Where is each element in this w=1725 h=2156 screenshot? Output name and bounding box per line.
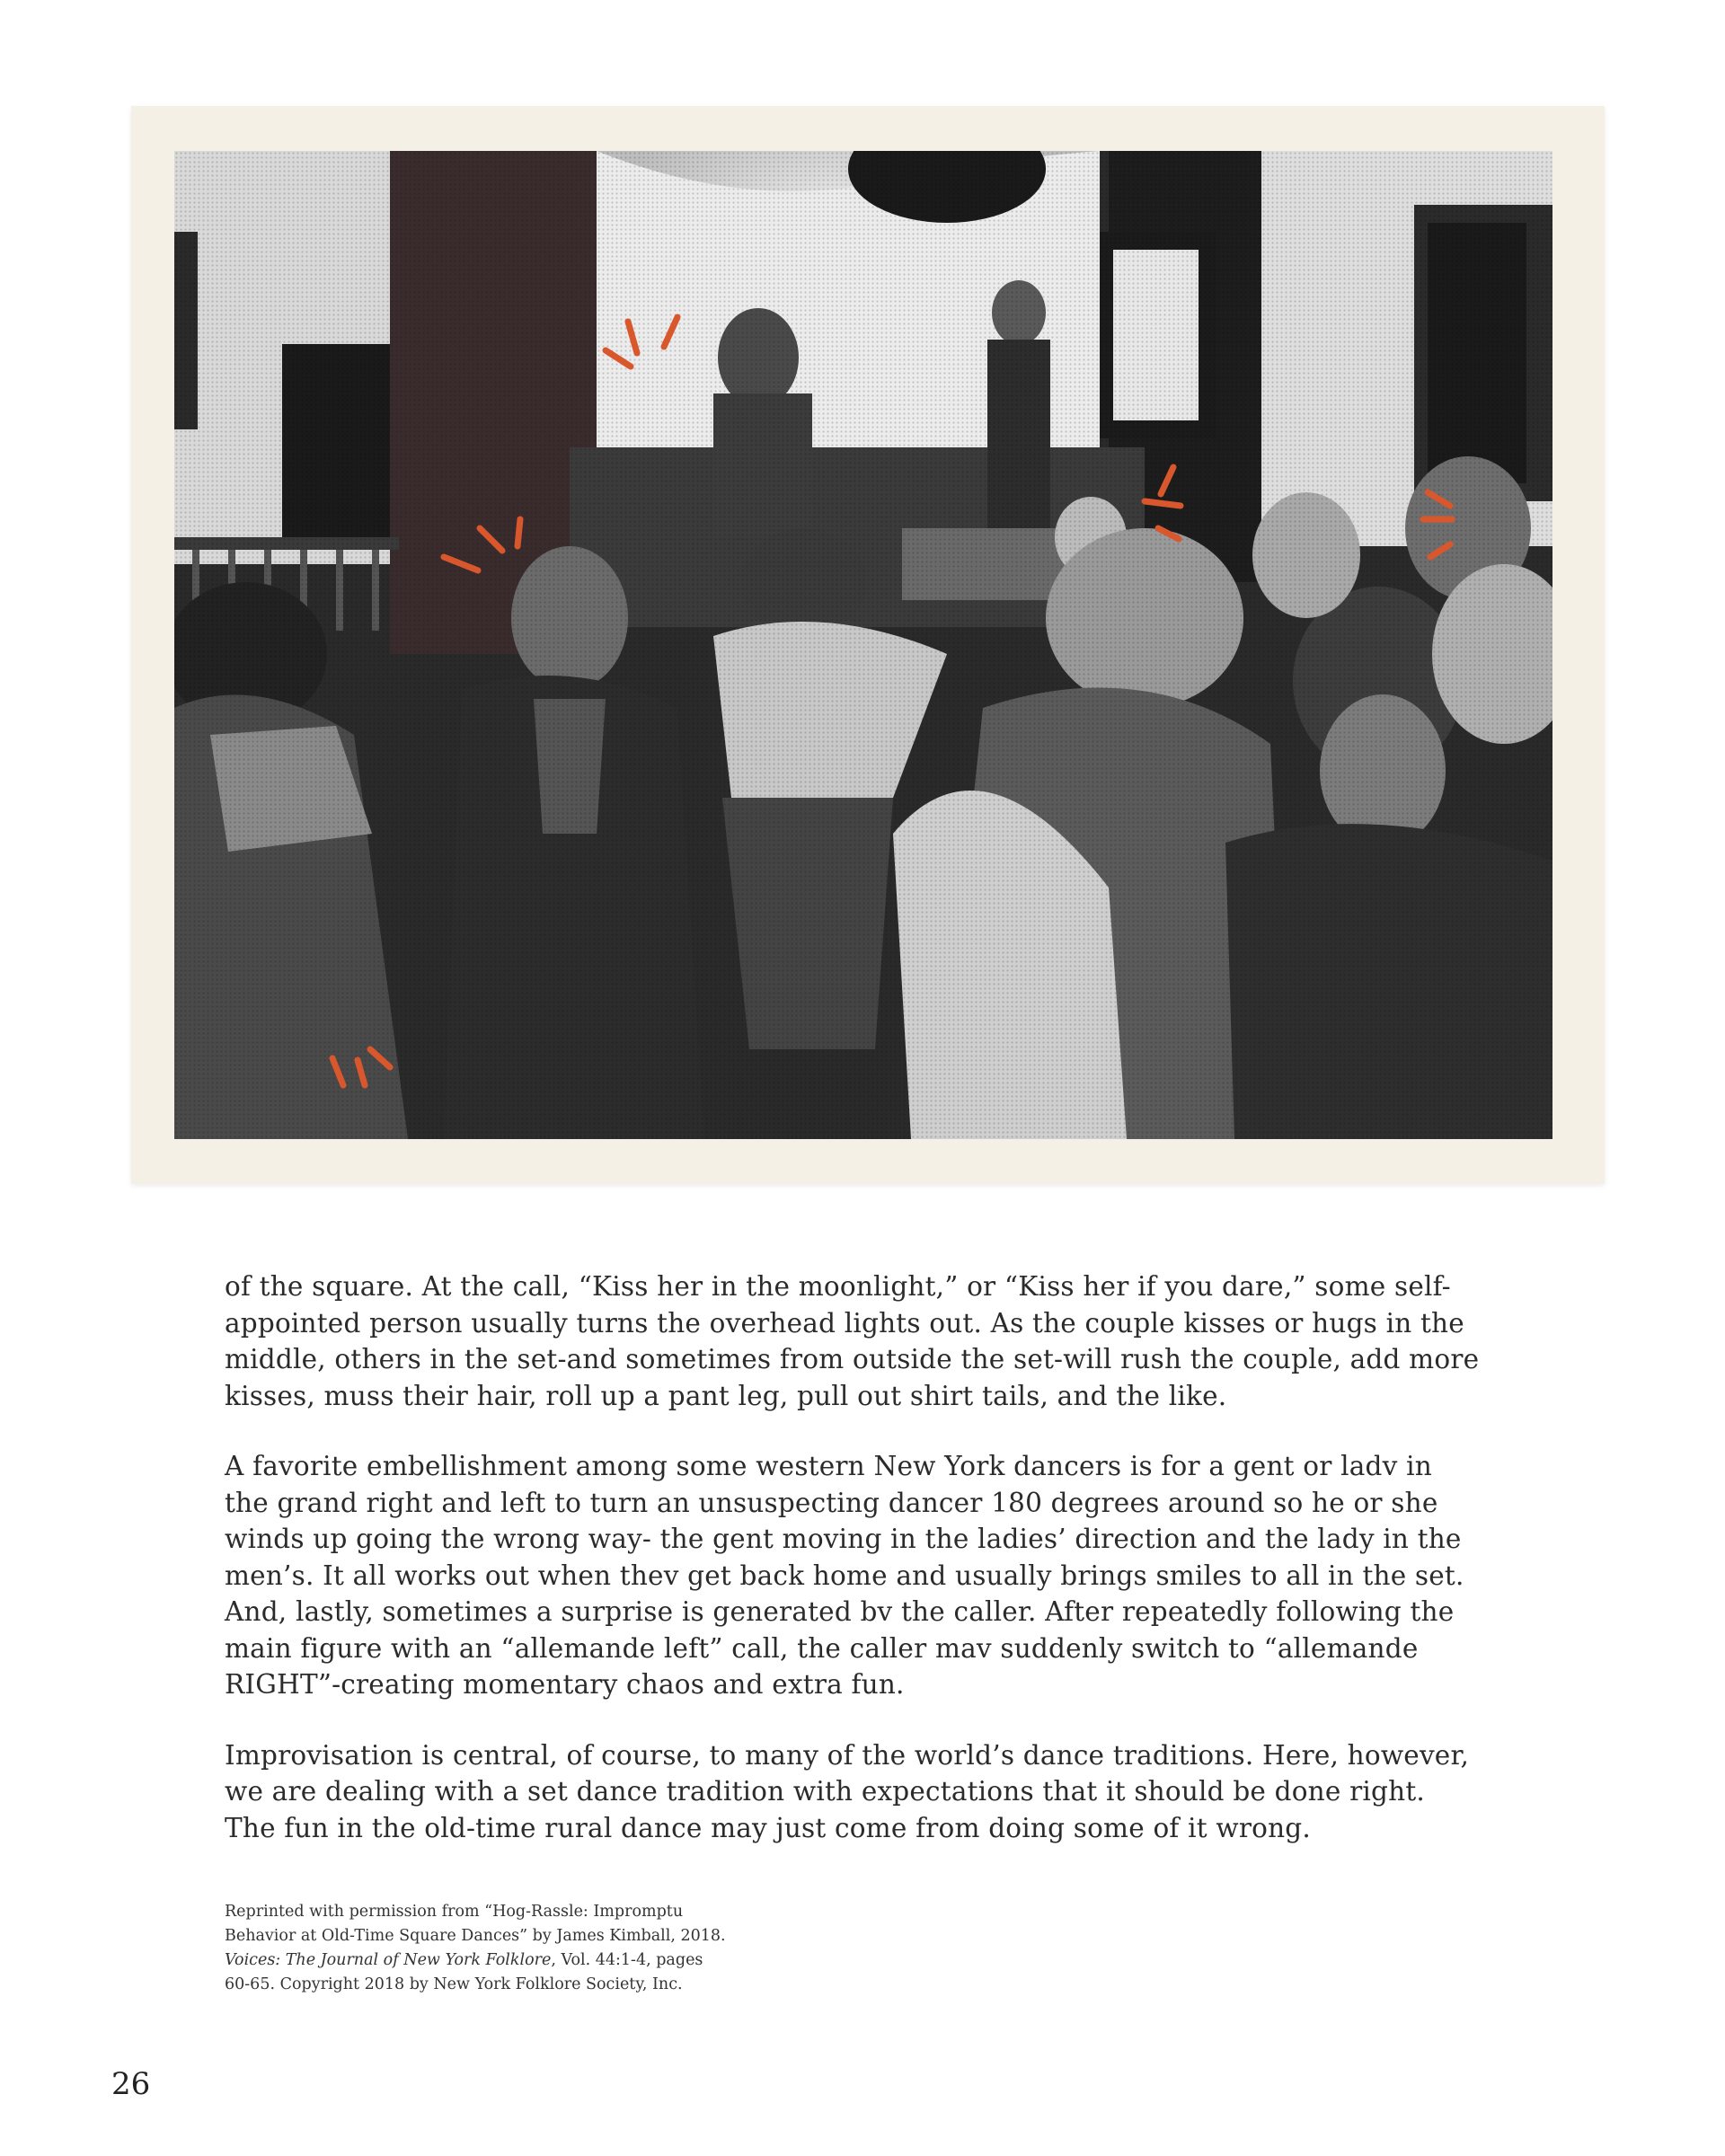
- paragraph-2: A favorite embellishment among some western New York dancers is for a gent or ladv in the grand right and left to turn an unsuspecting dancer 180 degrees around so he or she winds up going the wrong way- the gent moving in the ladies’ direction and the lady in the men’s. It all works out when thev get back home and usually brings smiles to all in the set. And, lastly, sometimes a surprise is generated bv the caller. After repeatedly following the main figure with an “allemande left” call, the caller mav suddenly switch to “allemande RIGHT”-creating momentary chaos and extra fun.: [225, 1451, 1464, 1700]
- credit-line-3: [225, 1948, 854, 1973]
- credit-line-4: 60-65. Copyright 2018 by New York Folklore Society, Inc.: [225, 1975, 683, 1993]
- credit-line-2: Behavior at Old-Time Square Dances” by James Kimball, 2018.: [225, 1927, 726, 1945]
- page-number: 26: [111, 2066, 151, 2102]
- credit-line-3-rest: , Vol. 44:1-4, pages: [551, 1951, 703, 1969]
- credit-line-1: Reprinted with permission from “Hog-Rassle: Impromptu: [225, 1903, 684, 1921]
- photo-frame: [131, 106, 1605, 1184]
- paragraph-3: Improvisation is central, of course, to many of the world’s dance traditions. Here, however, we are dealing with a set dance tradition with expectations that it should be done right. The fun in the old-time rural dance may just come from doing some of it wrong.: [225, 1739, 1470, 1843]
- paragraph-1: of the square. At the call, “Kiss her in the moonlight,” or “Kiss her if you dare,” some self-appointed person usually turns the overhead lights out. As the couple kisses or hugs in the middle, others in the set-and sometimes from outside the set-will rush the couple, add more kisses, muss their hair, roll up a pant leg, pull out shirt tails, and the like.: [225, 1271, 1480, 1411]
- reprint-credit: [225, 1900, 854, 1997]
- article-body: [225, 1268, 1482, 1880]
- square-dance-photo: [174, 151, 1552, 1139]
- photo-illustration: [174, 151, 1552, 1139]
- journal-title: Voices: The Journal of New York Folklore: [225, 1951, 552, 1969]
